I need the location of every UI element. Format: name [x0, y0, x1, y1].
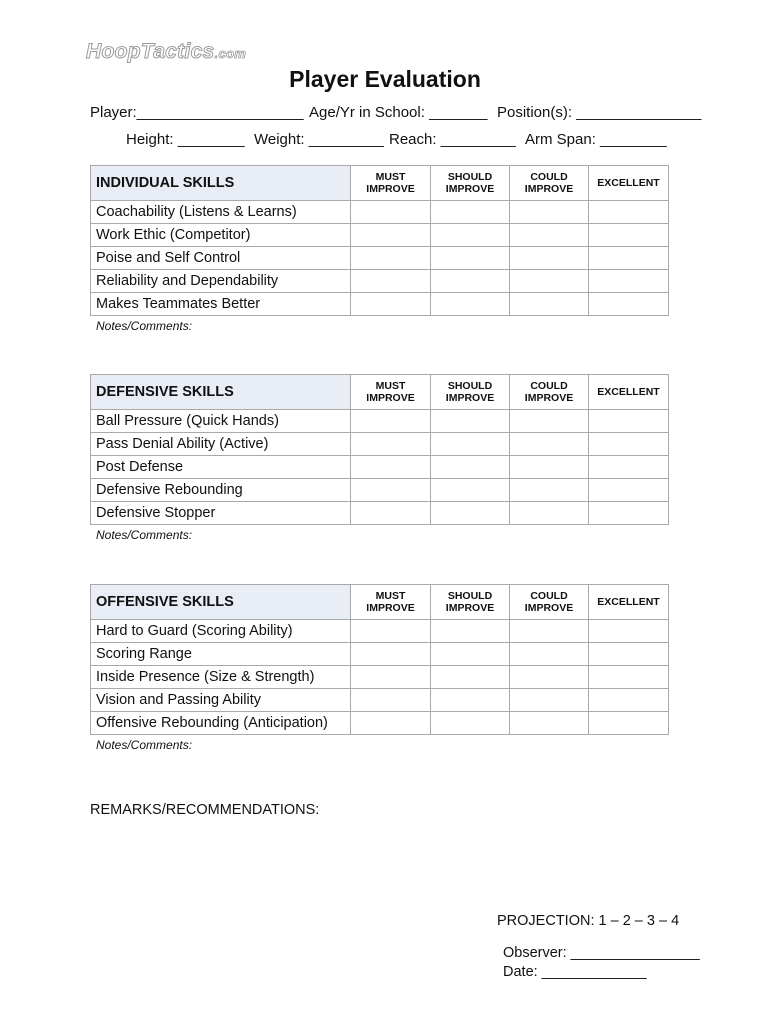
rating-cell[interactable] — [510, 247, 589, 270]
rating-cell[interactable] — [351, 479, 431, 502]
section-title: DEFENSIVE SKILLS — [91, 375, 351, 410]
rating-cell[interactable] — [351, 247, 431, 270]
col-excellent: EXCELLENT — [589, 585, 669, 620]
player-field[interactable]: Player:____________________ — [90, 104, 304, 121]
rating-cell[interactable] — [510, 293, 589, 316]
page-title: Player Evaluation — [289, 66, 481, 92]
table-row — [91, 433, 669, 456]
rating-cell[interactable] — [510, 410, 589, 433]
col-should-improve: SHOULD IMPROVE — [431, 585, 510, 620]
table-row — [91, 456, 669, 479]
rating-cell[interactable] — [589, 433, 669, 456]
rating-cell[interactable] — [589, 456, 669, 479]
rating-cell[interactable] — [351, 643, 431, 666]
arm-span-field[interactable]: Arm Span: ________ — [525, 131, 667, 148]
rating-cell[interactable] — [510, 270, 589, 293]
col-should-improve: SHOULD IMPROVE — [431, 166, 510, 201]
observer-field[interactable]: Observer: ________________ — [503, 945, 700, 961]
rating-cell[interactable] — [510, 479, 589, 502]
table-row — [91, 270, 669, 293]
table-row — [91, 502, 669, 525]
skill-label: Ball Pressure (Quick Hands) — [91, 410, 351, 433]
rating-cell[interactable] — [431, 689, 510, 712]
rating-cell[interactable] — [589, 689, 669, 712]
skill-label: Coachability (Listens & Learns) — [91, 201, 351, 224]
table-row — [91, 620, 669, 643]
rating-cell[interactable] — [431, 247, 510, 270]
rating-cell[interactable] — [351, 620, 431, 643]
skill-label: Inside Presence (Size & Strength) — [91, 666, 351, 689]
rating-cell[interactable] — [510, 456, 589, 479]
rating-cell[interactable] — [589, 247, 669, 270]
projection-field[interactable]: PROJECTION: 1 – 2 – 3 – 4 — [497, 913, 680, 929]
rating-cell[interactable] — [431, 620, 510, 643]
logo-text: HoopTactics — [86, 40, 215, 63]
rating-cell[interactable] — [589, 643, 669, 666]
skill-label: Scoring Range — [91, 643, 351, 666]
col-could-improve: COULD IMPROVE — [510, 375, 589, 410]
rating-cell[interactable] — [431, 712, 510, 735]
rating-cell[interactable] — [351, 666, 431, 689]
rating-cell[interactable] — [431, 201, 510, 224]
rating-cell[interactable] — [510, 712, 589, 735]
skill-label: Reliability and Dependability — [91, 270, 351, 293]
section-offensive-skills — [90, 584, 668, 752]
table-row — [91, 201, 669, 224]
rating-cell[interactable] — [431, 270, 510, 293]
individual-skills-table — [90, 165, 669, 316]
skill-label: Poise and Self Control — [91, 247, 351, 270]
rating-cell[interactable] — [589, 293, 669, 316]
rating-cell[interactable] — [589, 712, 669, 735]
rating-cell[interactable] — [351, 502, 431, 525]
table-header-row — [91, 375, 669, 410]
rating-cell[interactable] — [431, 293, 510, 316]
table-row — [91, 712, 669, 735]
rating-cell[interactable] — [589, 620, 669, 643]
notes-comments-label: Notes/Comments: — [96, 319, 193, 333]
age-field[interactable]: Age/Yr in School: _______ — [309, 104, 488, 121]
skill-label: Makes Teammates Better — [91, 293, 351, 316]
rating-cell[interactable] — [351, 410, 431, 433]
skill-label: Vision and Passing Ability — [91, 689, 351, 712]
remarks-label: REMARKS/RECOMMENDATIONS: — [90, 802, 320, 818]
rating-cell[interactable] — [431, 410, 510, 433]
col-excellent: EXCELLENT — [589, 375, 669, 410]
logo-suffix: .com — [214, 46, 247, 61]
rating-cell[interactable] — [589, 666, 669, 689]
rating-cell[interactable] — [510, 620, 589, 643]
rating-cell[interactable] — [589, 479, 669, 502]
rating-cell[interactable] — [431, 456, 510, 479]
rating-cell[interactable] — [351, 433, 431, 456]
rating-cell[interactable] — [431, 479, 510, 502]
table-row — [91, 479, 669, 502]
rating-cell[interactable] — [351, 224, 431, 247]
rating-cell[interactable] — [510, 502, 589, 525]
rating-cell[interactable] — [589, 270, 669, 293]
hooptactics-logo — [86, 40, 246, 64]
rating-cell[interactable] — [351, 456, 431, 479]
skill-label: Defensive Stopper — [91, 502, 351, 525]
skill-label: Defensive Rebounding — [91, 479, 351, 502]
rating-cell[interactable] — [351, 270, 431, 293]
table-header-row — [91, 585, 669, 620]
rating-cell[interactable] — [589, 201, 669, 224]
col-must-improve: MUST IMPROVE — [351, 166, 431, 201]
col-could-improve: COULD IMPROVE — [510, 585, 589, 620]
table-header-row — [91, 166, 669, 201]
skill-label: Work Ethic (Competitor) — [91, 224, 351, 247]
col-should-improve: SHOULD IMPROVE — [431, 375, 510, 410]
rating-cell[interactable] — [510, 433, 589, 456]
rating-cell[interactable] — [510, 643, 589, 666]
weight-field[interactable]: Weight: _________ — [254, 131, 384, 148]
rating-cell[interactable] — [510, 666, 589, 689]
section-title: OFFENSIVE SKILLS — [91, 585, 351, 620]
rating-cell[interactable] — [589, 224, 669, 247]
section-defensive-skills — [90, 374, 668, 542]
table-row — [91, 689, 669, 712]
table-row — [91, 666, 669, 689]
notes-comments-label: Notes/Comments: — [96, 528, 193, 542]
section-individual-skills — [90, 165, 668, 333]
table-row — [91, 293, 669, 316]
reach-field[interactable]: Reach: _________ — [389, 131, 516, 148]
rating-cell[interactable] — [351, 689, 431, 712]
col-must-improve: MUST IMPROVE — [351, 375, 431, 410]
section-title: INDIVIDUAL SKILLS — [91, 166, 351, 201]
offensive-skills-table — [90, 584, 669, 735]
rating-cell[interactable] — [431, 502, 510, 525]
rating-cell[interactable] — [510, 689, 589, 712]
rating-cell[interactable] — [589, 502, 669, 525]
rating-cell[interactable] — [431, 224, 510, 247]
table-row — [91, 224, 669, 247]
table-row — [91, 410, 669, 433]
date-field[interactable]: Date: _____________ — [503, 964, 647, 980]
table-row — [91, 247, 669, 270]
col-excellent: EXCELLENT — [589, 166, 669, 201]
rating-cell[interactable] — [351, 293, 431, 316]
notes-comments-label: Notes/Comments: — [96, 738, 193, 752]
rating-cell[interactable] — [351, 201, 431, 224]
skill-label: Pass Denial Ability (Active) — [91, 433, 351, 456]
skill-label: Post Defense — [91, 456, 351, 479]
defensive-skills-table — [90, 374, 669, 525]
rating-cell[interactable] — [351, 712, 431, 735]
height-field[interactable]: Height: ________ — [126, 131, 245, 148]
rating-cell[interactable] — [431, 666, 510, 689]
col-must-improve: MUST IMPROVE — [351, 585, 431, 620]
rating-cell[interactable] — [510, 201, 589, 224]
table-row — [91, 643, 669, 666]
rating-cell[interactable] — [431, 433, 510, 456]
skill-label: Hard to Guard (Scoring Ability) — [91, 620, 351, 643]
col-could-improve: COULD IMPROVE — [510, 166, 589, 201]
rating-cell[interactable] — [431, 643, 510, 666]
skill-label: Offensive Rebounding (Anticipation) — [91, 712, 351, 735]
rating-cell[interactable] — [589, 410, 669, 433]
positions-field[interactable]: Position(s): _______________ — [497, 104, 702, 121]
rating-cell[interactable] — [510, 224, 589, 247]
